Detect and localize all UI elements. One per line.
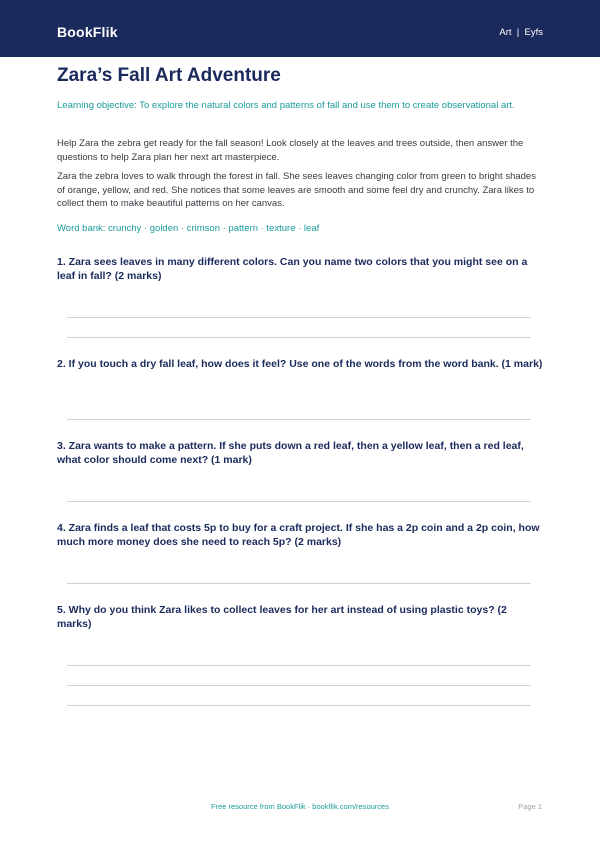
question-5: 5. Why do you think Zara likes to collect leaves for her art instead of using plastic toys? (2 marks) bbox=[57, 604, 507, 630]
answer-line[interactable] bbox=[67, 685, 531, 686]
story-paragraph: Zara the zebra loves to walk through the forest in fall. She sees leaves changing color from green to bright shades of orange, yellow, and red. She notices that some leaves are smooth and some feel dry and crunchy. Zara likes to collect them to make beautiful patterns on her canvas. bbox=[57, 171, 536, 209]
page-number: Page 1 bbox=[518, 802, 542, 811]
answer-line[interactable] bbox=[67, 501, 531, 502]
answer-line[interactable] bbox=[67, 337, 531, 338]
answer-line[interactable] bbox=[67, 419, 531, 420]
intro-paragraph: Help Zara the zebra get ready for the fall season! Look closely at the leaves and trees outside, then answer the questions to help Zara plan her next art masterpiece. bbox=[57, 138, 524, 163]
answer-line[interactable] bbox=[67, 317, 531, 318]
answer-line[interactable] bbox=[67, 705, 531, 706]
answer-line[interactable] bbox=[67, 665, 531, 666]
question-2: 2. If you touch a dry fall leaf, how does it feel? Use one of the words from the word bank. (1 mark) bbox=[57, 358, 543, 370]
brand-logo-text[interactable]: BookFlik bbox=[57, 24, 118, 40]
footer-resource-link[interactable]: Free resource from BookFlik · bookflik.com/resources bbox=[211, 802, 389, 811]
page-title: Zara’s Fall Art Adventure bbox=[57, 65, 281, 86]
learning-objective: Learning objective: To explore the natural colors and patterns of fall and use them to create observational art. bbox=[57, 100, 515, 111]
question-1: 1. Zara sees leaves in many different colors. Can you name two colors that you might see on a leaf in fall? (2 marks) bbox=[57, 256, 528, 282]
subject-label: Art | Eyfs bbox=[499, 27, 543, 38]
answer-line[interactable] bbox=[67, 583, 531, 584]
word-bank: Word bank: crunchy · golden · crimson · pattern · texture · leaf bbox=[57, 223, 320, 234]
question-3: 3. Zara wants to make a pattern. If she puts down a red leaf, then a yellow leaf, then a red leaf, what color should come next? (1 mark) bbox=[57, 440, 524, 466]
header-bar bbox=[0, 0, 600, 57]
question-4: 4. Zara finds a leaf that costs 5p to buy for a craft project. If she has a 2p coin and a 2p coin, how much more money does she need to reach 5p? (2 marks) bbox=[57, 522, 540, 548]
